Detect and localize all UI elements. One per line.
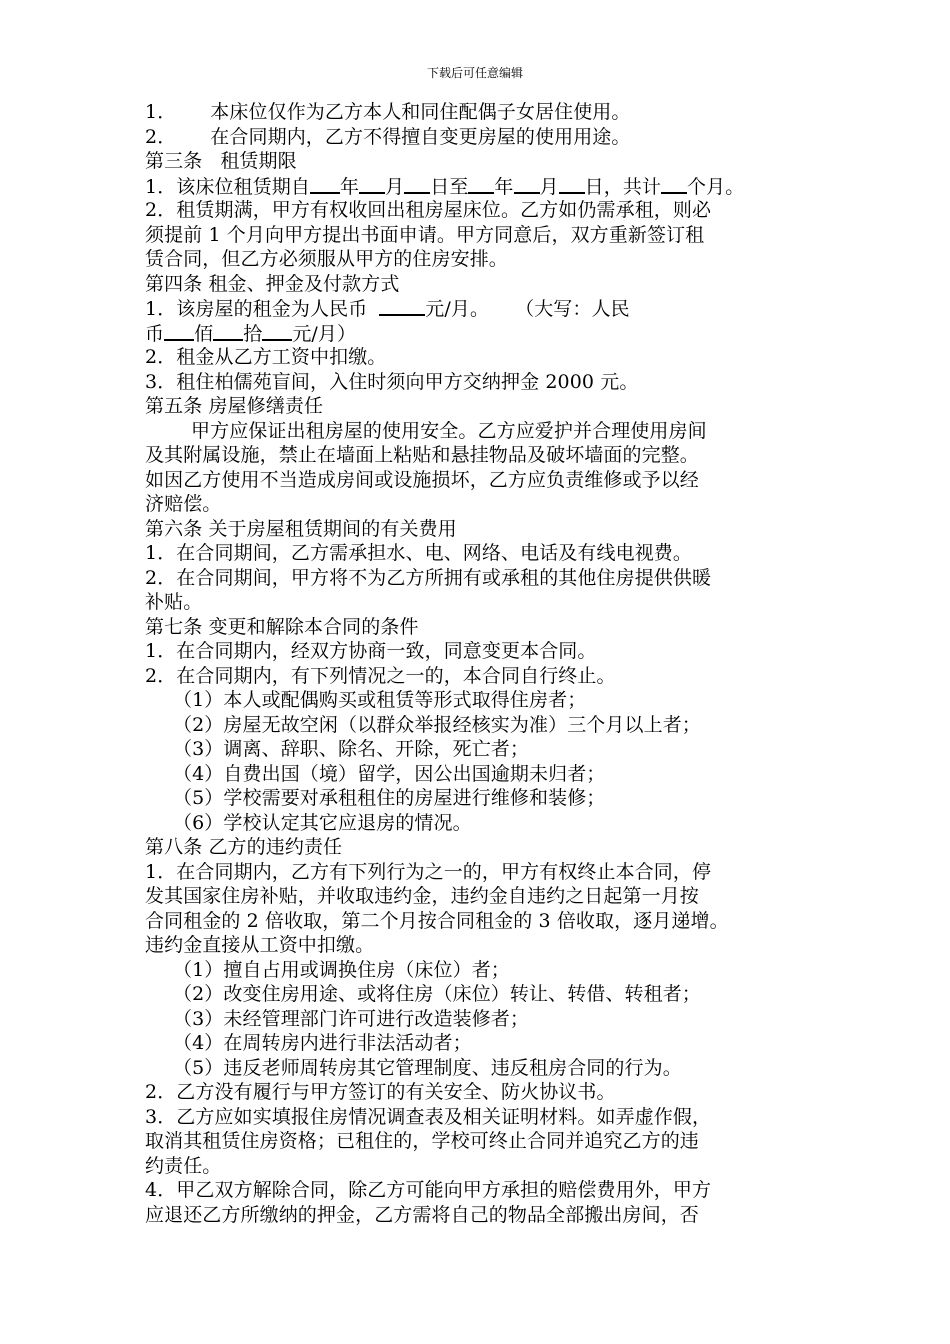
list-item: （2）房屋无故空闲（以群众举报经核实为准）三个月以上者； [173,713,701,736]
rent-amount-line [145,296,815,321]
text-line: 补贴。 [145,591,203,613]
text-segment: 日至 [430,175,469,198]
text-line: 赁合同，但乙方必须服从甲方的住房安排。 [145,248,508,270]
text-line: 甲方应保证出租房屋的使用安全。乙方应爱护并合理使用房间 [191,419,707,442]
text-line: 应退还乙方所缴纳的押金，乙方需将自己的物品全部搬出房间，否 [145,1203,699,1226]
text-segment: 年 [494,175,514,198]
text-line: 2．租赁期满，甲方有权收回出租房屋床位。乙方如仍需承租，则必 [145,199,712,221]
clause-line [145,125,815,150]
blank-months-total [661,174,687,194]
blank-units [262,321,292,341]
item-text: 在合同期内，乙方不得擅自变更房屋的使用用途。 [210,125,631,148]
list-item: （4）自费出国（境）留学，因公出国逾期未归者； [173,762,606,785]
text-line: 2．租金从乙方工资中扣缴。 [145,346,387,368]
text-line: 须提前 1 个月向甲方提出书面申请。甲方同意后，双方重新签订租 [145,223,705,246]
blank-year-end [468,174,494,194]
text-line: 济赔偿。 [145,493,222,515]
clause-line [145,100,815,125]
section-heading-4: 第四条 租金、押金及付款方式 [145,272,400,295]
blank-month-end [514,174,540,194]
text-line: 4．甲乙双方解除合同，除乙方可能向甲方承担的赔偿费用外，甲方 [145,1179,712,1201]
text-line: 2．在合同期内，有下列情况之一的，本合同自行终止。 [145,664,616,687]
list-item: （2）改变住房用途、或将住房（床位）转让、转借、转租者； [173,983,701,1005]
section-heading-3 [145,149,815,174]
text-segment: 币 [145,322,165,345]
list-item: （5）违反老师周转房其它管理制度、违反租房合同的行为。 [173,1056,682,1079]
section-heading-6: 第六条 关于房屋租赁期间的有关费用 [145,517,457,540]
text-line: 及其附属设施，禁止在墙面上粘贴和悬挂物品及破坏墙面的完整。 [145,444,699,466]
text-segment: 1．该房屋的租金为人民币 [145,298,368,320]
text-line: 3．乙方应如实填报住房情况调查表及相关证明材料。如弄虚作假， [145,1105,712,1128]
blank-month-start [359,174,385,194]
text-segment: （大写：人民 [515,298,630,320]
text-line: 违约金直接从工资中扣缴。 [145,934,375,956]
list-item: （1）擅自占用或调换住房（床位）者； [173,958,510,981]
blank-tens [213,321,243,341]
blank-rent-amount [379,296,425,316]
text-line: 如因乙方使用不当造成房间或设施损坏，乙方应负责维修或予以经 [145,468,699,491]
text-segment: 月 [385,175,405,198]
item-number: 1． [145,101,177,123]
section-heading-8: 第八条 乙方的违约责任 [145,836,343,858]
item-text: 本床位仅作为乙方本人和同住配偶子女居住使用。 [210,101,631,123]
blank-day-start [404,174,430,194]
section-title: 租赁期限 [220,150,297,172]
text-segment: 个月。 [687,175,745,198]
text-line: 约责任。 [145,1154,222,1177]
section-heading-5: 第五条 房屋修缮责任 [145,395,324,417]
text-line: 取消其租赁住房资格；已租住的，学校可终止合同并追究乙方的违 [145,1130,699,1152]
section-heading-7: 第七条 变更和解除本合同的条件 [145,615,419,638]
list-item: （4）在周转房内进行非法活动者； [173,1032,472,1054]
rent-amount-words-line [145,321,815,346]
text-segment: 拾 [243,322,263,345]
text-segment: 佰 [194,322,214,345]
text-segment: 月 [539,175,559,198]
list-item: （5）学校需要对承租租住的房屋进行维修和装修； [173,787,606,809]
blank-hundreds [164,321,194,341]
text-segment: 1．该床位租赁期自 [145,175,310,198]
lease-term-line [145,174,815,199]
text-line: 2．在合同期间，甲方将不为乙方所拥有或承租的其他住房提供供暖 [145,566,712,589]
text-line: 1．在合同期内，经双方协商一致，同意变更本合同。 [145,640,597,662]
text-line: 1．在合同期间，乙方需承担水、电、网络、电话及有线电视费。 [145,542,692,564]
text-line: 3．租住柏儒苑盲间，入住时须向甲方交纳押金 2000 元。 [145,370,639,393]
text-segment: 年 [340,175,360,198]
list-item: （6）学校认定其它应退房的情况。 [173,811,472,834]
page-header: 下载后可任意编辑 [426,66,523,80]
text-segment: 日，共计 [584,175,662,198]
text-line: 合同租金的 2 倍收取，第二个月按合同租金的 3 倍收取，逐月递增。 [145,909,729,932]
text-line: 发其国家住房补贴，并收取违约金，违约金自违约之日起第一月按 [145,885,699,907]
item-number: 2． [145,125,177,148]
text-segment: 元/月。 [425,298,490,320]
text-segment: 元/月） [292,322,357,345]
section-number: 第三条 [145,150,203,172]
list-item: （3）调离、辞职、除名、开除，死亡者； [173,738,529,760]
text-line: 2．乙方没有履行与甲方签订的有关安全、防火协议书。 [145,1081,616,1103]
text-line: 1．在合同期内，乙方有下列行为之一的，甲方有权终止本合同，停 [145,860,712,883]
list-item: （1）本人或配偶购买或租赁等形式取得住房者； [173,689,587,711]
blank-year-start [310,174,340,194]
blank-day-end [559,174,585,194]
list-item: （3）未经管理部门许可进行改造装修者； [173,1007,529,1030]
contract-body [145,100,815,1227]
